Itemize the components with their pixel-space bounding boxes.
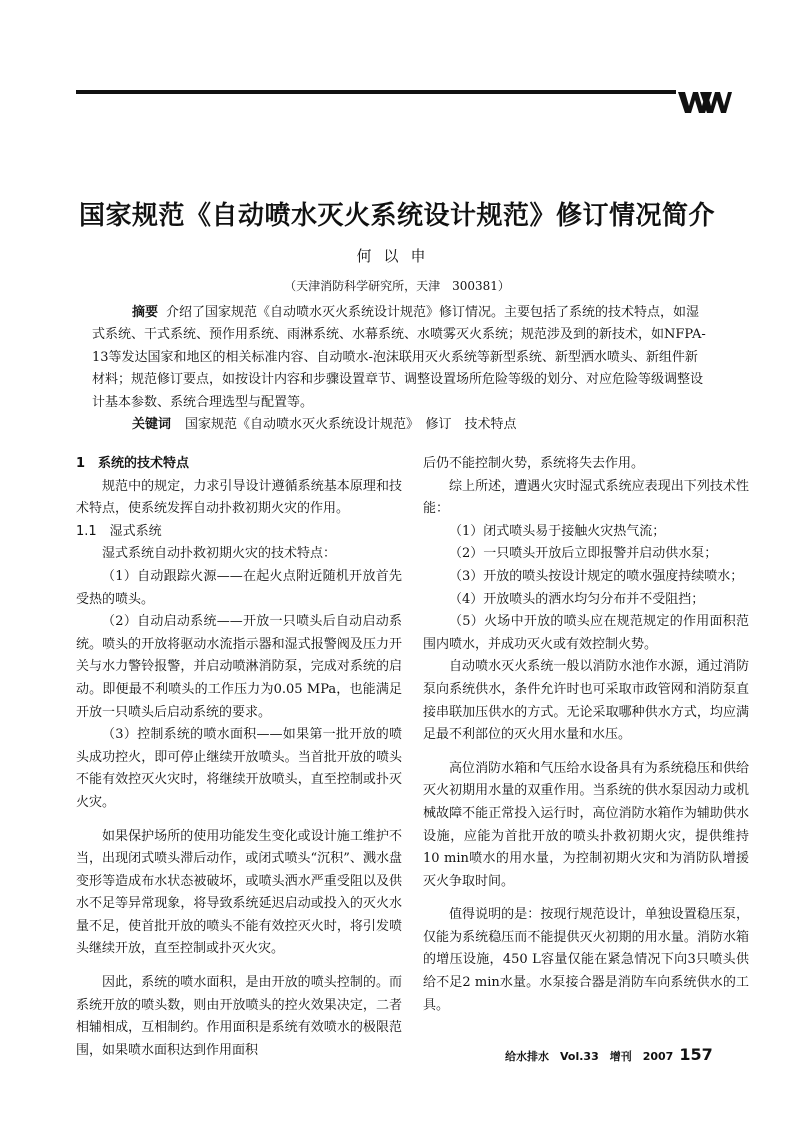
subsection-heading: 1.1 湿式系统	[76, 523, 162, 539]
keywords-text: 国家规范《自动喷水灭火系统设计规范》 修订 技术特点	[185, 417, 517, 432]
paragraph: 因此，系统的喷水面积，是由开放的喷头控制的。而系统开放的喷头数，则由开放喷头的控火效果决定，二者相辅相成，互相制约。作用面积是系统有效喷水的极限范围，如果喷水面积达到作用面积	[76, 975, 402, 1058]
paragraph: 值得说明的是：按现行规范设计，单独设置稳压泵，仅能为系统稳压而不能提供灭火初期的用水量。消防水箱的增压设施，450 L容量仅能在紧急情况下向3只喷头供给不足2 min水量。水泵接合器是消防车向系统供水的工具。	[423, 907, 749, 1013]
page-number: 157	[679, 1045, 713, 1064]
paragraph: 规范中的规定，力求引导设计遵循系统基本原理和技术特点，使系统发挥自动扑救初期火灾的作用。	[76, 478, 402, 517]
abstract-text: 介绍了国家规范《自动喷水灭火系统设计规范》修订情况。主要包括了系统的技术特点，如湿式系统、干式系统、预作用系统、雨淋系统、水幕系统、水喷雾灭火系统；规范涉及到的新技术，如NFPA-13等发达国家和地区的相关标准内容、自动喷水-泡沫联用灭火系统等新型系统、新型洒水喷头、新组件新材料；规范修订要点，如按设计内容和步骤设置章节、调整设置场所危险等级的划分、对应危险等级调整设计基本参数、系统合理选型与配置等。	[92, 305, 706, 410]
paragraph: （1）闭式喷头易于接触火灾热气流；	[449, 523, 666, 539]
author-name: 何以申	[356, 247, 438, 265]
paragraph: （2）自动启动系统——开放一只喷头后自动启动系统。喷头的开放将驱动水流指示器和湿式报警阀及压力开关与水力警铃报警，并启动喷淋消防泵，完成对系统的启动。即便最不利喷头的工作压力为0.05 MPa，也能满足开放一只喷头后启动系统的要求。	[76, 614, 402, 720]
journal-info: 给水排水 Vol.33 增刊 2007	[505, 1050, 674, 1063]
left-column	[76, 453, 402, 1062]
paragraph: （3）控制系统的喷水面积——如果第一批开放的喷头成功控火，即可停止继续开放喷头。当首批开放的喷头不能有效控灭火灾时，将继续开放喷头，直至控制或扑灭火灾。	[76, 727, 402, 810]
paragraph: 湿式系统自动扑救初期火灾的技术特点：	[102, 546, 337, 562]
right-column	[423, 453, 749, 1017]
paragraph: （1）自动跟踪火源——在起火点附近随机开放首先受热的喷头。	[76, 568, 402, 607]
abstract	[92, 302, 710, 414]
paragraph: （4）开放喷头的洒水均匀分布并不受阻挡；	[449, 591, 705, 607]
paragraph: 高位消防水箱和气压给水设备具有为系统稳压和供给灭火初期用水量的双重作用。当系统的供水泵因动力或机械故障不能正常投入运行时，高位消防水箱作为辅助供水设施，应能为首批开放的喷头扑救初期火灾，提供维持10 min喷水的用水量，为控制初期火灾和为消防队增援灭火争取时间。	[423, 760, 749, 889]
article-title: 国家规范《自动喷水灭火系统设计规范》修订情况简介	[78, 201, 715, 231]
author-affiliation: （天津消防科学研究所，天津 300381）	[284, 279, 510, 293]
abstract-label: 摘要	[132, 305, 159, 320]
paragraph: 如果保护场所的使用功能发生变化或设计施工维护不当，出现闭式喷头滞后动作，或闭式喷头“沉积”、溅水盘变形等造成布水状态被破坏，或喷头洒水严重受阻以及供水不足等异常现象，将导致系统延迟启动或投入的灭火水量不足，使首批开放的喷头不能有效控灭火时，将引发喷头继续开放，直至控制或扑灭火灾。	[76, 828, 402, 957]
paragraph: （5）火场中开放的喷头应在规范规定的作用面积范围内喷水，并成功灭火或有效控制火势。	[423, 614, 749, 652]
paragraph: 后仍不能控制火势，系统将失去作用。	[423, 456, 645, 471]
ww-journal-logo-icon	[676, 86, 732, 116]
paragraph: 综上所述，遭遇火灾时湿式系统应表现出下列技术性能：	[423, 478, 749, 517]
section-heading: 1 系统的技术特点	[76, 456, 190, 471]
paragraph: （3）开放的喷头按设计规定的喷水强度持续喷水；	[449, 568, 744, 584]
paragraph: （2）一只喷头开放后立即报警并启动供水泵；	[449, 546, 718, 562]
paragraph: 自动喷水灭火系统一般以消防水池作水源，通过消防泵向系统供水，条件允许时也可采取市政管网和消防泵直接串联加压供水的方式。无论采取哪种供水方式，均应满足最不利部位的灭火用水量和水压。	[423, 659, 749, 743]
top-rule	[76, 90, 676, 94]
keywords-label: 关键词	[132, 417, 172, 432]
page-footer	[505, 1045, 713, 1064]
keywords	[132, 413, 517, 432]
